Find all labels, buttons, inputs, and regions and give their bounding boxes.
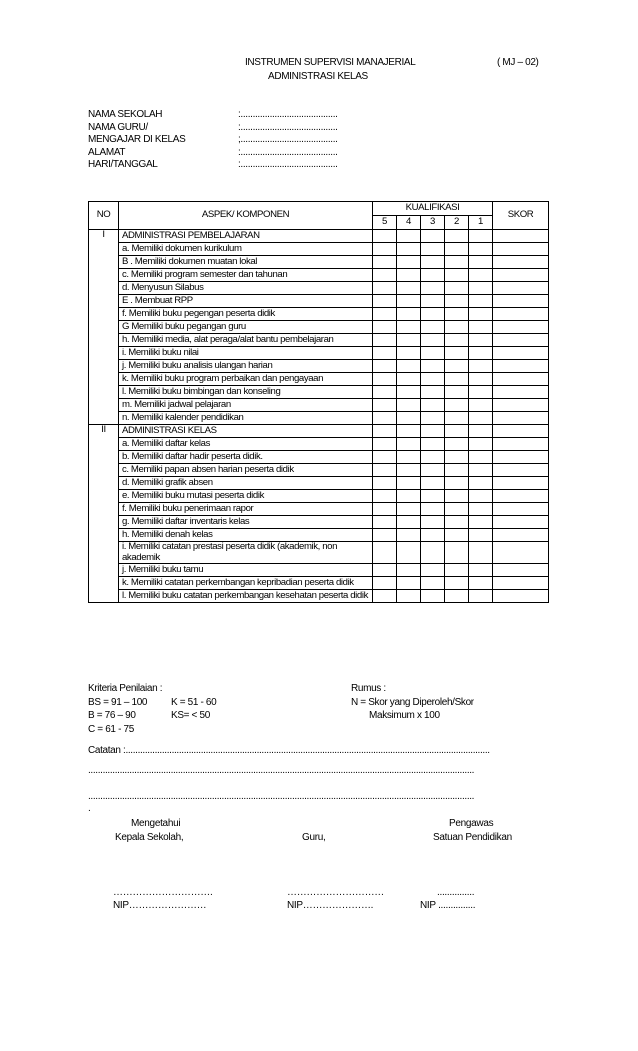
criteria-grade: KS= < 50 bbox=[171, 710, 210, 721]
table-row bbox=[89, 529, 549, 542]
total-score-cell[interactable] bbox=[493, 230, 549, 243]
score-cell[interactable] bbox=[469, 243, 493, 256]
score-cell[interactable] bbox=[373, 425, 397, 438]
total-score-cell[interactable] bbox=[493, 243, 549, 256]
identity-value[interactable]: :........................................ bbox=[238, 109, 338, 120]
table-row bbox=[89, 321, 549, 334]
total-score-cell[interactable] bbox=[493, 256, 549, 269]
header-no: NO bbox=[89, 202, 119, 230]
identity-value[interactable]: :........................................ bbox=[238, 121, 338, 133]
score-cell[interactable] bbox=[421, 308, 445, 321]
total-score-cell[interactable] bbox=[493, 269, 549, 282]
score-cell[interactable] bbox=[469, 529, 493, 542]
aspect-item: G Memiliki buku pegangan guru bbox=[119, 321, 373, 334]
score-cell[interactable] bbox=[421, 425, 445, 438]
total-score-cell[interactable] bbox=[493, 464, 549, 477]
score-cell[interactable] bbox=[469, 386, 493, 399]
table-row bbox=[89, 503, 549, 516]
table-row bbox=[89, 451, 549, 464]
total-score-cell[interactable] bbox=[493, 295, 549, 308]
score-cell[interactable] bbox=[421, 438, 445, 451]
table-row bbox=[89, 490, 549, 503]
score-cell[interactable] bbox=[397, 256, 421, 269]
score-cell[interactable] bbox=[373, 269, 397, 282]
score-cell[interactable] bbox=[445, 399, 469, 412]
score-cell[interactable] bbox=[373, 577, 397, 590]
score-cell[interactable] bbox=[397, 464, 421, 477]
score-cell[interactable] bbox=[397, 529, 421, 542]
score-cell[interactable] bbox=[397, 282, 421, 295]
formula-line-1: N = Skor yang Diperoleh/Skor bbox=[351, 696, 474, 708]
table-row bbox=[89, 308, 549, 321]
table-row bbox=[89, 386, 549, 399]
score-cell[interactable] bbox=[469, 464, 493, 477]
sig-dots-left[interactable]: …………………………. bbox=[113, 887, 213, 898]
score-cell[interactable] bbox=[373, 464, 397, 477]
score-cell[interactable] bbox=[373, 399, 397, 412]
table-row bbox=[89, 334, 549, 347]
score-cell[interactable] bbox=[397, 230, 421, 243]
criteria-grade: K = 51 - 60 bbox=[171, 696, 217, 708]
score-cell[interactable] bbox=[397, 451, 421, 464]
score-cell[interactable] bbox=[469, 577, 493, 590]
score-cell[interactable] bbox=[445, 529, 469, 542]
aspect-item: E . Membuat RPP bbox=[119, 295, 373, 308]
total-score-cell[interactable] bbox=[493, 321, 549, 334]
table-row bbox=[89, 542, 549, 564]
score-cell[interactable] bbox=[469, 425, 493, 438]
score-cell[interactable] bbox=[421, 490, 445, 503]
score-cell[interactable] bbox=[469, 347, 493, 360]
score-cell[interactable] bbox=[421, 269, 445, 282]
score-cell[interactable] bbox=[373, 308, 397, 321]
score-cell[interactable] bbox=[397, 386, 421, 399]
notes-label: Catatan : bbox=[88, 745, 126, 756]
score-cell[interactable] bbox=[445, 386, 469, 399]
sig-dots-mid[interactable]: ………………………… bbox=[287, 887, 385, 898]
score-cell[interactable] bbox=[469, 564, 493, 577]
header-score-1: 1 bbox=[469, 216, 493, 230]
score-cell[interactable] bbox=[421, 590, 445, 603]
aspect-item: n. Memiliki kalender pendidikan bbox=[119, 412, 373, 425]
score-cell[interactable] bbox=[373, 477, 397, 490]
aspect-item: h. Memiliki media, alat peraga/alat bantu pembelajaran bbox=[119, 334, 373, 347]
total-score-cell[interactable] bbox=[493, 542, 549, 564]
score-cell[interactable] bbox=[397, 243, 421, 256]
score-cell[interactable] bbox=[397, 321, 421, 334]
table-row bbox=[89, 590, 549, 603]
table-row bbox=[89, 269, 549, 282]
section-title: ADMINISTRASI PEMBELAJARAN bbox=[119, 230, 373, 243]
section-number: II bbox=[89, 425, 119, 603]
score-cell[interactable] bbox=[397, 412, 421, 425]
sig-nip-right[interactable]: NIP ............... bbox=[420, 900, 476, 911]
score-cell[interactable] bbox=[445, 373, 469, 386]
aspect-item: a. Memiliki daftar kelas bbox=[119, 438, 373, 451]
score-cell[interactable] bbox=[421, 243, 445, 256]
score-cell[interactable] bbox=[421, 503, 445, 516]
score-cell[interactable] bbox=[373, 451, 397, 464]
header-score-3: 3 bbox=[421, 216, 445, 230]
score-cell[interactable] bbox=[373, 490, 397, 503]
score-cell[interactable] bbox=[445, 347, 469, 360]
score-cell[interactable] bbox=[469, 230, 493, 243]
header-score-5: 5 bbox=[373, 216, 397, 230]
score-cell[interactable] bbox=[469, 360, 493, 373]
score-cell[interactable] bbox=[373, 334, 397, 347]
score-cell[interactable] bbox=[397, 269, 421, 282]
total-score-cell[interactable] bbox=[493, 412, 549, 425]
formula-line-2: Maksimum x 100 bbox=[369, 710, 440, 721]
aspect-item: d. Memiliki grafik absen bbox=[119, 477, 373, 490]
aspect-item: j. Memiliki buku tamu bbox=[119, 564, 373, 577]
score-cell[interactable] bbox=[445, 503, 469, 516]
score-cell[interactable] bbox=[373, 282, 397, 295]
aspect-item: i. Memiliki buku nilai bbox=[119, 347, 373, 360]
total-score-cell[interactable] bbox=[493, 529, 549, 542]
aspect-item: d. Menyusun Silabus bbox=[119, 282, 373, 295]
document-subtitle: ADMINISTRASI KELAS bbox=[268, 71, 368, 82]
total-score-cell[interactable] bbox=[493, 451, 549, 464]
criteria-row bbox=[88, 724, 216, 738]
formula-label: Rumus : bbox=[351, 683, 386, 694]
score-cell[interactable] bbox=[469, 282, 493, 295]
score-cell[interactable] bbox=[397, 516, 421, 529]
score-cell[interactable] bbox=[445, 477, 469, 490]
score-cell[interactable] bbox=[421, 347, 445, 360]
score-cell[interactable] bbox=[421, 542, 445, 564]
document-title: INSTRUMEN SUPERVISI MANAJERIAL bbox=[245, 57, 416, 68]
section-number: I bbox=[89, 230, 119, 425]
table-row bbox=[89, 282, 549, 295]
score-cell[interactable] bbox=[397, 590, 421, 603]
score-cell[interactable] bbox=[421, 477, 445, 490]
aspect-item: b. Memiliki daftar hadir peserta didik. bbox=[119, 451, 373, 464]
notes-dots: ...................................................................................................................................................... bbox=[125, 745, 490, 756]
formula-block bbox=[351, 683, 474, 724]
criteria-grade: BS = 91 – 100 bbox=[88, 696, 148, 708]
score-cell[interactable] bbox=[445, 564, 469, 577]
score-cell[interactable] bbox=[445, 295, 469, 308]
score-cell[interactable] bbox=[373, 243, 397, 256]
score-cell[interactable] bbox=[397, 373, 421, 386]
total-score-cell[interactable] bbox=[493, 334, 549, 347]
score-cell[interactable] bbox=[373, 529, 397, 542]
identity-value[interactable]: :........................................ bbox=[238, 146, 338, 158]
header-aspek: ASPEK/ KOMPONEN bbox=[119, 202, 373, 230]
score-cell[interactable] bbox=[421, 373, 445, 386]
identity-label: HARI/TANGGAL bbox=[88, 159, 158, 170]
identity-label: NAMA SEKOLAH bbox=[88, 109, 163, 120]
score-cell[interactable] bbox=[469, 438, 493, 451]
total-score-cell[interactable] bbox=[493, 425, 549, 438]
aspect-item: l. Memiliki buku catatan perkembangan kesehatan peserta didik bbox=[119, 590, 373, 603]
header-kualifikasi: KUALIFIKASI bbox=[373, 202, 493, 216]
score-cell[interactable] bbox=[469, 373, 493, 386]
sig-pengawas: Pengawas bbox=[449, 818, 494, 829]
table-row bbox=[89, 516, 549, 529]
score-cell[interactable] bbox=[469, 412, 493, 425]
total-score-cell[interactable] bbox=[493, 477, 549, 490]
score-cell[interactable] bbox=[373, 516, 397, 529]
score-cell[interactable] bbox=[421, 564, 445, 577]
score-cell[interactable] bbox=[397, 564, 421, 577]
notes-line-4: . bbox=[88, 803, 91, 814]
sig-mengetahui: Mengetahui bbox=[131, 818, 181, 829]
total-score-cell[interactable] bbox=[493, 347, 549, 360]
aspect-item: g. Memiliki daftar inventaris kelas bbox=[119, 516, 373, 529]
section-title: ADMINISTRASI KELAS bbox=[119, 425, 373, 438]
score-cell[interactable] bbox=[469, 503, 493, 516]
score-cell[interactable] bbox=[445, 438, 469, 451]
sig-nip-mid[interactable]: NIP…………………. bbox=[287, 900, 374, 911]
score-cell[interactable] bbox=[469, 516, 493, 529]
score-cell[interactable] bbox=[397, 490, 421, 503]
table-row bbox=[89, 477, 549, 490]
score-cell[interactable] bbox=[421, 386, 445, 399]
score-cell[interactable] bbox=[469, 490, 493, 503]
header-score-2: 2 bbox=[445, 216, 469, 230]
score-cell[interactable] bbox=[373, 321, 397, 334]
score-cell[interactable] bbox=[445, 464, 469, 477]
aspect-item: B . Memiliki dokumen muatan lokal bbox=[119, 256, 373, 269]
aspect-item: i. Memiliki catatan prestasi peserta didik (akademik, non akademik bbox=[119, 542, 373, 564]
criteria-label: Kriteria Penilaian : bbox=[88, 683, 163, 694]
score-cell[interactable] bbox=[469, 590, 493, 603]
score-cell[interactable] bbox=[397, 295, 421, 308]
score-cell[interactable] bbox=[373, 564, 397, 577]
table-row bbox=[89, 464, 549, 477]
score-cell[interactable] bbox=[397, 308, 421, 321]
total-score-cell[interactable] bbox=[493, 564, 549, 577]
section-row bbox=[89, 425, 549, 438]
score-cell[interactable] bbox=[397, 477, 421, 490]
table-row bbox=[89, 243, 549, 256]
score-cell[interactable] bbox=[469, 321, 493, 334]
score-cell[interactable] bbox=[373, 230, 397, 243]
notes-block bbox=[88, 745, 548, 815]
score-cell[interactable] bbox=[445, 425, 469, 438]
score-cell[interactable] bbox=[445, 577, 469, 590]
score-cell[interactable] bbox=[469, 451, 493, 464]
score-cell[interactable] bbox=[373, 256, 397, 269]
aspect-item: a. Memiliki dokumen kurikulum bbox=[119, 243, 373, 256]
score-cell[interactable] bbox=[445, 451, 469, 464]
score-cell[interactable] bbox=[469, 477, 493, 490]
score-cell[interactable] bbox=[421, 295, 445, 308]
score-cell[interactable] bbox=[373, 295, 397, 308]
score-cell[interactable] bbox=[469, 256, 493, 269]
header-skor: SKOR bbox=[493, 202, 549, 230]
score-cell[interactable] bbox=[469, 542, 493, 564]
score-cell[interactable] bbox=[469, 269, 493, 282]
score-cell[interactable] bbox=[397, 334, 421, 347]
score-cell[interactable] bbox=[421, 529, 445, 542]
aspect-item: k. Memiliki catatan perkembangan kepribadian peserta didik bbox=[119, 577, 373, 590]
aspect-item: k. Memiliki buku program perbaikan dan pengayaan bbox=[119, 373, 373, 386]
score-cell[interactable] bbox=[421, 451, 445, 464]
criteria-grade: B = 76 – 90 bbox=[88, 710, 136, 721]
form-code: ( MJ – 02) bbox=[497, 57, 539, 68]
notes-line-3[interactable]: ............................................................................................................................................................... bbox=[88, 791, 475, 802]
aspect-item: h. Memiliki denah kelas bbox=[119, 529, 373, 542]
score-cell[interactable] bbox=[373, 360, 397, 373]
aspect-item: c. Memiliki papan absen harian peserta didik bbox=[119, 464, 373, 477]
aspect-item: j. Memiliki buku analisis ulangan harian bbox=[119, 360, 373, 373]
aspect-item: m. Memiliki jadwal pelajaran bbox=[119, 399, 373, 412]
score-cell[interactable] bbox=[421, 230, 445, 243]
table-row bbox=[89, 438, 549, 451]
score-cell[interactable] bbox=[421, 516, 445, 529]
total-score-cell[interactable] bbox=[493, 503, 549, 516]
score-cell[interactable] bbox=[421, 360, 445, 373]
score-cell[interactable] bbox=[397, 347, 421, 360]
score-cell[interactable] bbox=[421, 464, 445, 477]
criteria-block bbox=[88, 683, 216, 737]
score-cell[interactable] bbox=[397, 438, 421, 451]
table-row bbox=[89, 577, 549, 590]
total-score-cell[interactable] bbox=[493, 399, 549, 412]
score-cell[interactable] bbox=[445, 230, 469, 243]
score-cell[interactable] bbox=[445, 308, 469, 321]
score-cell[interactable] bbox=[421, 321, 445, 334]
score-cell[interactable] bbox=[445, 516, 469, 529]
identity-value[interactable]: :........................................ bbox=[238, 159, 338, 170]
score-cell[interactable] bbox=[445, 243, 469, 256]
score-cell[interactable] bbox=[445, 334, 469, 347]
score-cell[interactable] bbox=[373, 347, 397, 360]
table-row bbox=[89, 256, 549, 269]
score-cell[interactable] bbox=[397, 577, 421, 590]
score-cell[interactable] bbox=[421, 334, 445, 347]
score-cell[interactable] bbox=[373, 412, 397, 425]
score-cell[interactable] bbox=[421, 412, 445, 425]
supervision-table bbox=[88, 201, 549, 603]
criteria-grade: C = 61 - 75 bbox=[88, 723, 134, 735]
score-cell[interactable] bbox=[373, 386, 397, 399]
total-score-cell[interactable] bbox=[493, 590, 549, 603]
table-row bbox=[89, 564, 549, 577]
score-cell[interactable] bbox=[397, 425, 421, 438]
score-cell[interactable] bbox=[445, 282, 469, 295]
score-cell[interactable] bbox=[445, 590, 469, 603]
total-score-cell[interactable] bbox=[493, 438, 549, 451]
score-cell[interactable] bbox=[421, 399, 445, 412]
sig-nip-left[interactable]: NIP…………………… bbox=[113, 900, 207, 911]
score-cell[interactable] bbox=[421, 282, 445, 295]
criteria-row bbox=[88, 710, 216, 724]
score-cell[interactable] bbox=[445, 360, 469, 373]
score-cell[interactable] bbox=[373, 590, 397, 603]
table-row bbox=[89, 373, 549, 386]
table-row bbox=[89, 412, 549, 425]
score-cell[interactable] bbox=[445, 256, 469, 269]
score-cell[interactable] bbox=[469, 308, 493, 321]
identity-value[interactable]: ;........................................ bbox=[238, 134, 338, 145]
notes-line-2[interactable]: ............................................................................................................................................................... bbox=[88, 765, 475, 776]
identity-label: ALAMAT bbox=[88, 146, 126, 158]
table-row bbox=[89, 295, 549, 308]
score-cell[interactable] bbox=[445, 542, 469, 564]
score-cell[interactable] bbox=[445, 269, 469, 282]
score-cell[interactable] bbox=[373, 542, 397, 564]
score-cell[interactable] bbox=[397, 360, 421, 373]
sig-dots-right[interactable]: ............... bbox=[437, 887, 475, 898]
score-cell[interactable] bbox=[469, 399, 493, 412]
score-cell[interactable] bbox=[469, 295, 493, 308]
total-score-cell[interactable] bbox=[493, 490, 549, 503]
aspect-item: e. Memiliki buku mutasi peserta didik bbox=[119, 490, 373, 503]
score-cell[interactable] bbox=[373, 503, 397, 516]
sig-satuan-pendidikan: Satuan Pendidikan bbox=[433, 832, 512, 843]
notes-line-1[interactable] bbox=[88, 745, 548, 765]
aspect-item: f. Memiliki buku pegengan peserta didik bbox=[119, 308, 373, 321]
criteria-row bbox=[88, 697, 216, 711]
total-score-cell[interactable] bbox=[493, 386, 549, 399]
table-row bbox=[89, 360, 549, 373]
score-cell[interactable] bbox=[373, 438, 397, 451]
total-score-cell[interactable] bbox=[493, 577, 549, 590]
identity-label: MENGAJAR DI KELAS bbox=[88, 134, 186, 145]
total-score-cell[interactable] bbox=[493, 373, 549, 386]
sig-guru: Guru, bbox=[302, 832, 326, 843]
score-cell[interactable] bbox=[445, 490, 469, 503]
score-cell[interactable] bbox=[421, 577, 445, 590]
identity-label: NAMA GURU/ bbox=[88, 121, 148, 133]
score-cell[interactable] bbox=[469, 334, 493, 347]
score-cell[interactable] bbox=[445, 321, 469, 334]
score-cell[interactable] bbox=[397, 503, 421, 516]
header-score-4: 4 bbox=[397, 216, 421, 230]
score-cell[interactable] bbox=[445, 412, 469, 425]
aspect-item: l. Memiliki buku bimbingan dan konseling bbox=[119, 386, 373, 399]
total-score-cell[interactable] bbox=[493, 516, 549, 529]
score-cell[interactable] bbox=[373, 373, 397, 386]
sig-kepala-sekolah: Kepala Sekolah, bbox=[115, 832, 184, 843]
total-score-cell[interactable] bbox=[493, 360, 549, 373]
section-row bbox=[89, 230, 549, 243]
aspect-item: f. Memiliki buku penerimaan rapor bbox=[119, 503, 373, 516]
total-score-cell[interactable] bbox=[493, 308, 549, 321]
score-cell[interactable] bbox=[397, 399, 421, 412]
total-score-cell[interactable] bbox=[493, 282, 549, 295]
table-row bbox=[89, 347, 549, 360]
score-cell[interactable] bbox=[421, 256, 445, 269]
score-cell[interactable] bbox=[397, 542, 421, 564]
table-row bbox=[89, 399, 549, 412]
aspect-item: c. Memiliki program semester dan tahunan bbox=[119, 269, 373, 282]
